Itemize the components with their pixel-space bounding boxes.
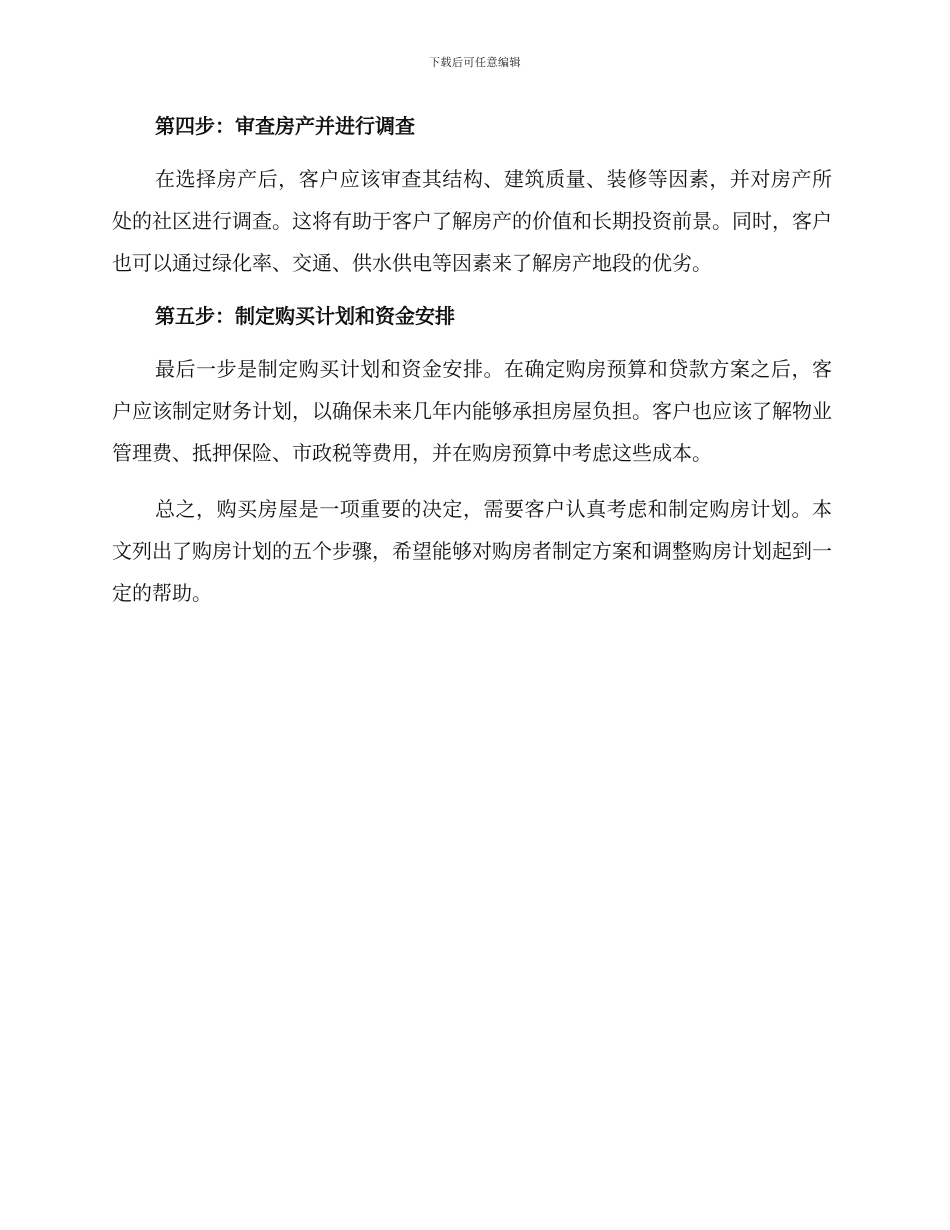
- section-paragraph-step-five: 最后一步是制定购买计划和资金安排。在确定购房预算和贷款方案之后，客户应该制定财务计划，以确保未来几年内能够承担房屋负担。客户也应该了解物业管理费、抵押保险、市政税等费用，并在购房预算中考虑这些成本。: [112, 357, 832, 465]
- section-paragraph-step-four: 在选择房产后，客户应该审查其结构、建筑质量、装修等因素，并对房产所处的社区进行调查。这将有助于客户了解房产的价值和长期投资前景。同时，客户也可以通过绿化率、交通、供水供电等因素来了解房产地段的优劣。: [112, 167, 832, 275]
- document-body: [112, 108, 832, 628]
- section-heading-step-four: 第四步：审查房产并进行调查: [155, 114, 415, 138]
- page-header: 下载后可任意编辑: [429, 56, 521, 69]
- section-heading-step-five: 第五步：制定购买计划和资金安排: [155, 304, 455, 328]
- conclusion-paragraph: 总之，购买房屋是一项重要的决定，需要客户认真考虑和制定购房计划。本文列出了购房计划的五个步骤，希望能够对购房者制定方案和调整购房计划起到一定的帮助。: [112, 497, 832, 605]
